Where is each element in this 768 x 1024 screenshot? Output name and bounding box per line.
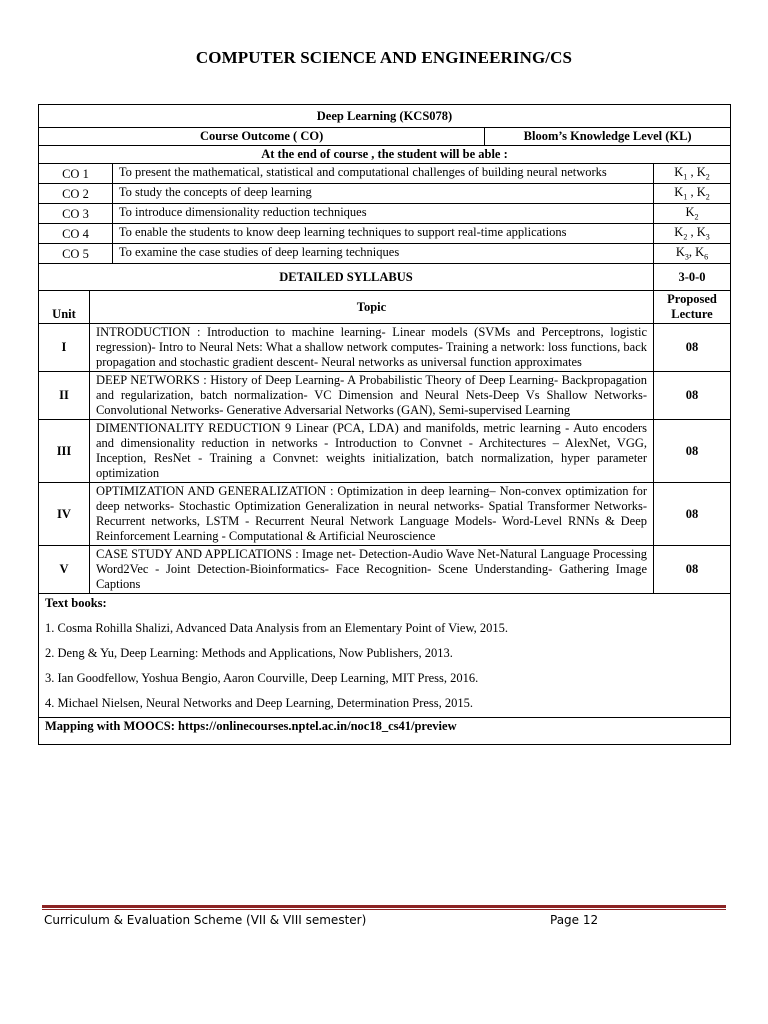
co-label: CO 2 xyxy=(39,184,113,204)
unit-topic: OPTIMIZATION AND GENERALIZATION : Optimization in deep learning– Non-convex optimization for deep networks- Stochastic Optimization Generalization in neural networks- Spatial Transformer Networks- Recurrent networks, LSTM - Recurrent Neural Network Language Models- Word-Level RNNs & Deep Reinforcement Learning - Computational & Artificial Neuroscience xyxy=(89,483,653,546)
co-header: Course Outcome ( CO) xyxy=(39,128,485,146)
ltp-value: 3-0-0 xyxy=(654,264,731,291)
kl-header: Bloom’s Knowledge Level (KL) xyxy=(485,128,731,146)
unit-lectures: 08 xyxy=(654,420,731,483)
unit-topic: DIMENTIONALITY REDUCTION 9 Linear (PCA, LDA) and manifolds, metric learning - Auto encoders and dimensionality reduction in networks - Introduction to Convnet - Architectures – AlexNet, VGG, Inception, ResNet - Training a Convnet: weights initialization, batch normalization, hyper parameter optimization xyxy=(89,420,653,483)
textbooks-section xyxy=(39,594,731,718)
co-label: CO 3 xyxy=(39,204,113,224)
unit-lectures: 08 xyxy=(654,546,731,594)
textbook-item: 1. Cosma Rohilla Shalizi, Advanced Data Analysis from an Elementary Point of View, 2015. xyxy=(45,621,509,635)
unit-header: Unit xyxy=(39,291,90,324)
unit-row xyxy=(39,483,731,546)
page-title: COMPUTER SCIENCE AND ENGINEERING/CS xyxy=(195,48,573,67)
co-kl: $K_3$, $K_6$ xyxy=(654,244,731,264)
unit-topic: DEEP NETWORKS : History of Deep Learning- A Probabilistic Theory of Deep Learning- Backpropagation and regularization, batch normalization- VC Dimension and Neural Nets-Deep Vs Shallow Networks-Convolutional Networks- Generative Adversarial Networks (GAN), Semi-supervised Learning xyxy=(89,372,653,420)
footer-divider-thin xyxy=(42,909,726,910)
page-number: Page 12 xyxy=(550,913,599,927)
co-kl: $K_2$ , $K_3$ xyxy=(654,224,731,244)
co-label: CO 5 xyxy=(39,244,113,264)
unit-number: V xyxy=(39,546,90,594)
unit-lectures: 08 xyxy=(654,324,731,372)
co-text: To enable the students to know deep learning techniques to support real-time applications xyxy=(112,224,653,244)
unit-row xyxy=(39,420,731,483)
textbook-item: 3. Ian Goodfellow, Yoshua Bengio, Aaron Courville, Deep Learning, MIT Press, 2016. xyxy=(45,671,479,685)
unit-topic: CASE STUDY AND APPLICATIONS : Image net- Detection-Audio Wave Net-Natural Language Processing Word2Vec - Joint Detection-Bioinformatics- Face Recognition- Scene Understanding- Gathering Image Captions xyxy=(89,546,653,594)
textbook-item: 4. Michael Nielsen, Neural Networks and Deep Learning, Determination Press, 2015. xyxy=(45,696,474,710)
unit-row xyxy=(39,546,731,594)
unit-number: I xyxy=(39,324,90,372)
outcome-row xyxy=(39,164,731,184)
course-intro: At the end of course , the student will be able : xyxy=(39,146,731,164)
co-kl: $K_1$ , $K_2$ xyxy=(654,164,731,184)
outcome-row xyxy=(39,244,731,264)
unit-number: II xyxy=(39,372,90,420)
co-text: To present the mathematical, statistical and computational challenges of building neural networks xyxy=(112,164,653,184)
co-kl: $K_2$ xyxy=(654,204,731,224)
co-label: CO 4 xyxy=(39,224,113,244)
footer-left-text: Curriculum & Evaluation Scheme (VII & VIII semester) xyxy=(44,913,367,927)
unit-number: IV xyxy=(39,483,90,546)
textbook-item: 2. Deng & Yu, Deep Learning: Methods and Applications, Now Publishers, 2013. xyxy=(45,646,453,660)
co-text: To examine the case studies of deep learning techniques xyxy=(112,244,653,264)
syllabus-table xyxy=(38,104,731,745)
co-text: To study the concepts of deep learning xyxy=(112,184,653,204)
topic-header: Topic xyxy=(89,291,653,324)
course-title: Deep Learning (KCS078) xyxy=(39,105,731,128)
moocs-mapping: Mapping with MOOCS: https://onlinecourses.nptel.ac.in/noc18_cs41/preview xyxy=(39,718,731,745)
unit-topic: INTRODUCTION : Introduction to machine learning- Linear models (SVMs and Perceptrons, logistic regression)- Intro to Neural Nets: What a shallow network computes- Training a network: loss functions, back propagation and stochastic gradient descent- Neural networks as universal function approximates xyxy=(89,324,653,372)
unit-row xyxy=(39,324,731,372)
unit-lectures: 08 xyxy=(654,372,731,420)
outcome-row xyxy=(39,224,731,244)
co-text: To introduce dimensionality reduction techniques xyxy=(112,204,653,224)
unit-row xyxy=(39,372,731,420)
syllabus-heading: DETAILED SYLLABUS xyxy=(39,264,654,291)
outcome-row xyxy=(39,184,731,204)
unit-number: III xyxy=(39,420,90,483)
lecture-header: Proposed Lecture xyxy=(654,291,731,324)
outcome-row xyxy=(39,204,731,224)
co-label: CO 1 xyxy=(39,164,113,184)
unit-lectures: 08 xyxy=(654,483,731,546)
co-kl: $K_1$ , $K_2$ xyxy=(654,184,731,204)
footer-divider xyxy=(42,905,726,908)
textbooks-heading: Text books: xyxy=(45,596,107,610)
